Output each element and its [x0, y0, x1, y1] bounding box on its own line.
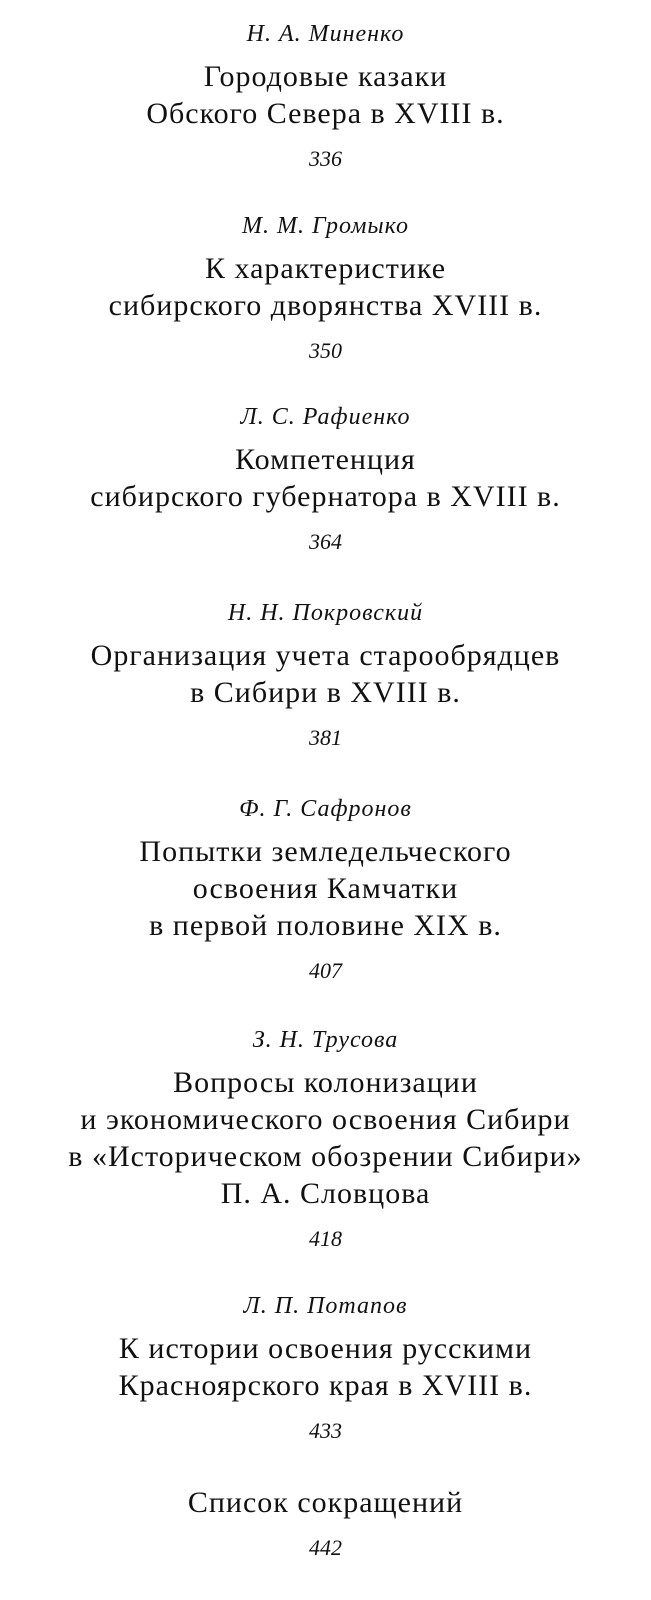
entry-author: З. Н. Трусова [252, 1027, 399, 1053]
toc-entry-minenko [0, 20, 651, 172]
toc-entry-rafienko [0, 403, 651, 555]
entry-page-number: 433 [309, 1418, 342, 1443]
entry-title [0, 1484, 651, 1521]
entry-title-line: П. А. Словцова [220, 1177, 431, 1210]
entry-page-number: 336 [309, 146, 342, 171]
entry-title-line: К истории освоения русскими [118, 1332, 533, 1365]
entry-title-line: Вопросы колонизации [173, 1066, 478, 1099]
entry-title-line: Городовые казаки [203, 60, 448, 93]
toc-entry-abbreviations [0, 1484, 651, 1561]
entry-title-line: в «Историческом обозрении Сибири» [68, 1140, 583, 1173]
entry-page-number: 381 [309, 725, 342, 750]
entry-title-line: освоения Камчатки [192, 872, 459, 905]
entry-title-line: Компетенция [235, 443, 416, 476]
entry-author: Ф. Г. Сафронов [239, 796, 412, 822]
entry-page-number: 350 [309, 338, 342, 363]
entry-title-line: сибирского дворянства XVIII в. [108, 289, 543, 322]
entry-page-number: 407 [309, 958, 342, 983]
entry-title [0, 1064, 651, 1212]
entry-page-number: 442 [309, 1535, 342, 1560]
entry-page-number: 418 [309, 1226, 342, 1251]
entry-title-line: Список сокращений [187, 1486, 464, 1519]
entry-title [0, 637, 651, 711]
entry-title [0, 250, 651, 324]
entry-title [0, 441, 651, 515]
entry-title-line: К характеристике [204, 252, 447, 285]
entry-title-line: в Сибири в XVIII в. [190, 676, 461, 709]
entry-page-number: 364 [309, 529, 342, 554]
entry-title [0, 1330, 651, 1404]
entry-title [0, 833, 651, 944]
entry-author: М. М. Громыко [242, 213, 409, 239]
entry-title-line: сибирского губернатора в XVIII в. [90, 480, 561, 513]
entry-author: Л. С. Рафиенко [240, 404, 411, 430]
entry-title-line: Красноярского края в XVIII в. [118, 1369, 533, 1402]
entry-title [0, 58, 651, 132]
entry-title-line: Попытки земледельческого [139, 835, 512, 868]
entry-title-line: Обского Севера в XVIII в. [146, 97, 505, 130]
entry-title-line: Организация учета старообрядцев [90, 639, 561, 672]
entry-title-line: и экономического освоения Сибири [80, 1103, 571, 1136]
toc-entry-pokrovsky [0, 599, 651, 751]
toc-entry-trusova [0, 1026, 651, 1252]
entry-author: Л. П. Потапов [243, 1293, 408, 1319]
entry-author: Н. Н. Покровский [227, 600, 424, 626]
entry-title-line: в первой половине XIX в. [149, 909, 502, 942]
toc-entry-safronov [0, 795, 651, 984]
toc-entry-gromyko [0, 212, 651, 364]
toc-entry-potapov [0, 1292, 651, 1444]
entry-author: Н. А. Миненко [246, 21, 405, 47]
